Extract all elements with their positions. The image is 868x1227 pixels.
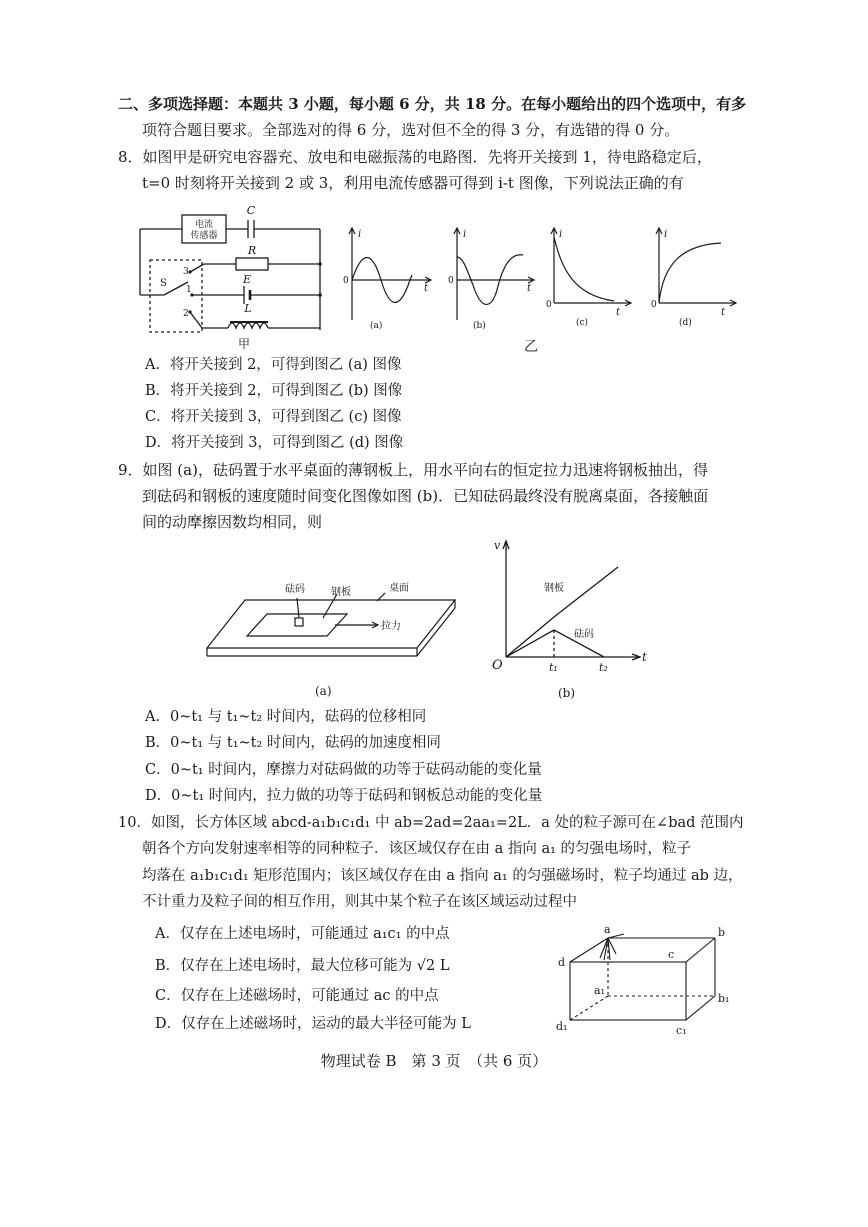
q9-figure-b bbox=[482, 535, 652, 705]
front-face bbox=[570, 962, 686, 1020]
caption-b: (b) bbox=[473, 321, 486, 331]
inductor-L bbox=[228, 323, 268, 328]
q9-stem-line1: 9．如图 (a)，砝码置于水平桌面的薄钢板上，用水平向右的恒定拉力迅速将钢板抽出，得 bbox=[118, 461, 708, 479]
axis-i: i bbox=[664, 229, 668, 240]
label-node3: 3 bbox=[183, 267, 189, 277]
resistor-R bbox=[236, 258, 268, 270]
caption-9a: (a) bbox=[315, 684, 332, 698]
label-plate-line: 钢板 bbox=[544, 583, 564, 594]
section-heading-line1: 二、多项选择题：本题共 3 小题，每小题 6 分，共 18 分。在每小题给出的四个选项中，有多 bbox=[118, 95, 747, 113]
q8-option-d: D．将开关接到 3，可得到图乙 (d) 图像 bbox=[145, 435, 404, 451]
axis-t: t bbox=[616, 307, 621, 318]
page-footer: 物理试卷 B 第 3 页 （共 6 页） bbox=[320, 1052, 548, 1070]
sensor-label-2: 传感器 bbox=[190, 231, 218, 241]
vertex-b1: b₁ bbox=[718, 992, 730, 1005]
label-C: C bbox=[246, 204, 256, 217]
q9-option-c: C．0~t₁ 时间内，摩擦力对砝码做的功等于砝码动能的变化量 bbox=[145, 762, 542, 778]
axis-i: i bbox=[559, 229, 563, 240]
caption-d: (d) bbox=[679, 318, 692, 328]
q8-graph-c bbox=[540, 225, 635, 335]
q10-cuboid-figure bbox=[550, 920, 740, 1040]
caption-9b: (b) bbox=[558, 686, 576, 700]
q8-graph-b bbox=[445, 225, 540, 335]
origin-0: 0 bbox=[651, 300, 657, 310]
origin-O: O bbox=[492, 658, 503, 673]
label-node1: 1 bbox=[186, 285, 192, 295]
q8-option-c: C．将开关接到 3，可得到图乙 (c) 图像 bbox=[145, 409, 402, 425]
caption-a: (a) bbox=[370, 321, 383, 331]
label-E: E bbox=[242, 273, 252, 286]
label-L: L bbox=[244, 302, 252, 315]
q9-option-b: B．0~t₁ 与 t₁~t₂ 时间内，砝码的加速度相同 bbox=[145, 735, 441, 751]
vertex-a1: a₁ bbox=[594, 984, 605, 997]
origin-0: 0 bbox=[546, 300, 552, 310]
graph-group-caption: 乙 bbox=[524, 339, 538, 355]
axis-i: i bbox=[358, 229, 362, 240]
label-table: 桌面 bbox=[389, 583, 409, 594]
caption-c: (c) bbox=[576, 318, 589, 328]
q8-stem-line1: 8．如图甲是研究电容器充、放电和电磁振荡的电路图．先将开关接到 1，待电路稳定后， bbox=[118, 148, 712, 166]
steel-plate bbox=[247, 614, 347, 636]
vertex-a: a bbox=[604, 923, 611, 936]
q10-stem-line3: 均落在 a₁b₁c₁d₁ 矩形范围内；该区域仅存在由 a 指向 a₁ 的匀强磁场时，粒子均通过 ab 边， bbox=[142, 868, 743, 884]
q10-option-d: D．仅存在上述磁场时，运动的最大半径可能为 L bbox=[155, 1016, 471, 1032]
circuit-caption: 甲 bbox=[237, 337, 251, 351]
plate-velocity-line bbox=[506, 567, 618, 657]
axis-t: t bbox=[721, 307, 726, 318]
q8-circuit-diagram bbox=[120, 200, 340, 350]
tick-t1: t₁ bbox=[549, 661, 558, 674]
switch-dashed-box bbox=[150, 260, 202, 332]
q8-graph-d bbox=[645, 225, 740, 335]
axis-i: i bbox=[463, 229, 467, 240]
vertex-d1: d₁ bbox=[556, 1020, 568, 1033]
axis-t: t bbox=[527, 283, 532, 294]
weight-block bbox=[295, 618, 303, 626]
growth-curve bbox=[659, 243, 721, 303]
label-node2: 2 bbox=[183, 309, 189, 319]
origin-0: 0 bbox=[448, 276, 454, 286]
tick-t2: t₂ bbox=[599, 661, 608, 674]
q9-option-a: A．0~t₁ 与 t₁~t₂ 时间内，砝码的位移相同 bbox=[145, 709, 427, 725]
q8-graph-a bbox=[340, 225, 435, 335]
q10-stem-line2: 朝各个方向发射速率相等的同种粒子．该区域仅存在由 a 指向 a₁ 的匀强电场时，粒子 bbox=[142, 841, 692, 857]
q8-stem-line2: t=0 时刻将开关接到 2 或 3，利用电流传感器可得到 i-t 图像，下列说法正确的有 bbox=[142, 174, 684, 192]
vertex-d: d bbox=[558, 956, 566, 969]
q10-option-c: C．仅存在上述磁场时，可能通过 ac 的中点 bbox=[155, 988, 439, 1004]
q9-figure-a bbox=[205, 578, 465, 703]
q8-option-a: A．将开关接到 2，可得到图乙 (a) 图像 bbox=[145, 357, 402, 373]
section-heading-line2: 项符合题目要求。全部选对的得 6 分，选对但不全的得 3 分，有选错的得 0 分。 bbox=[142, 121, 680, 139]
axis-t: t bbox=[642, 650, 647, 664]
q9-stem-line3: 间的动摩擦因数均相同，则 bbox=[142, 513, 323, 531]
q10-stem-line4: 不计重力及粒子间的相互作用，则其中某个粒子在该区域运动过程中 bbox=[142, 894, 577, 910]
label-weight: 砝码 bbox=[285, 584, 305, 595]
table-top bbox=[207, 600, 455, 648]
q10-option-a: A．仅存在上述电场时，可能通过 a₁c₁ 的中点 bbox=[155, 926, 450, 942]
q8-option-b: B．将开关接到 2，可得到图乙 (b) 图像 bbox=[145, 383, 403, 399]
q10-option-b: B．仅存在上述电场时，最大位移可能为 √2 L bbox=[155, 958, 450, 974]
q9-option-d: D．0~t₁ 时间内，拉力做的功等于砝码和钢板总动能的变化量 bbox=[145, 788, 543, 804]
label-S: S bbox=[160, 278, 167, 289]
q9-stem-line2: 到砝码和钢板的速度随时间变化图像如图 (b)．已知砝码最终没有脱离桌面，各接触面 bbox=[142, 487, 709, 505]
switch-arm bbox=[164, 282, 188, 295]
origin-0: 0 bbox=[343, 276, 349, 286]
sensor-label-1: 电流 bbox=[194, 220, 214, 230]
vertex-c1: c₁ bbox=[676, 1024, 687, 1037]
vertex-b: b bbox=[718, 926, 726, 939]
decay-curve bbox=[554, 237, 614, 301]
vertex-c: c bbox=[668, 948, 675, 961]
q10-stem-line1: 10．如图，长方体区域 abcd-a₁b₁c₁d₁ 中 ab=2ad=2aa₁=2L．a 处的粒子源可在∠bad 范围内 bbox=[118, 815, 744, 831]
label-R: R bbox=[247, 244, 257, 257]
label-force: 拉力 bbox=[381, 621, 401, 632]
axis-t: t bbox=[424, 283, 429, 294]
axis-v: v bbox=[494, 539, 501, 552]
label-weight-line: 砝码 bbox=[574, 629, 594, 640]
label-plate: 钢板 bbox=[331, 587, 351, 598]
